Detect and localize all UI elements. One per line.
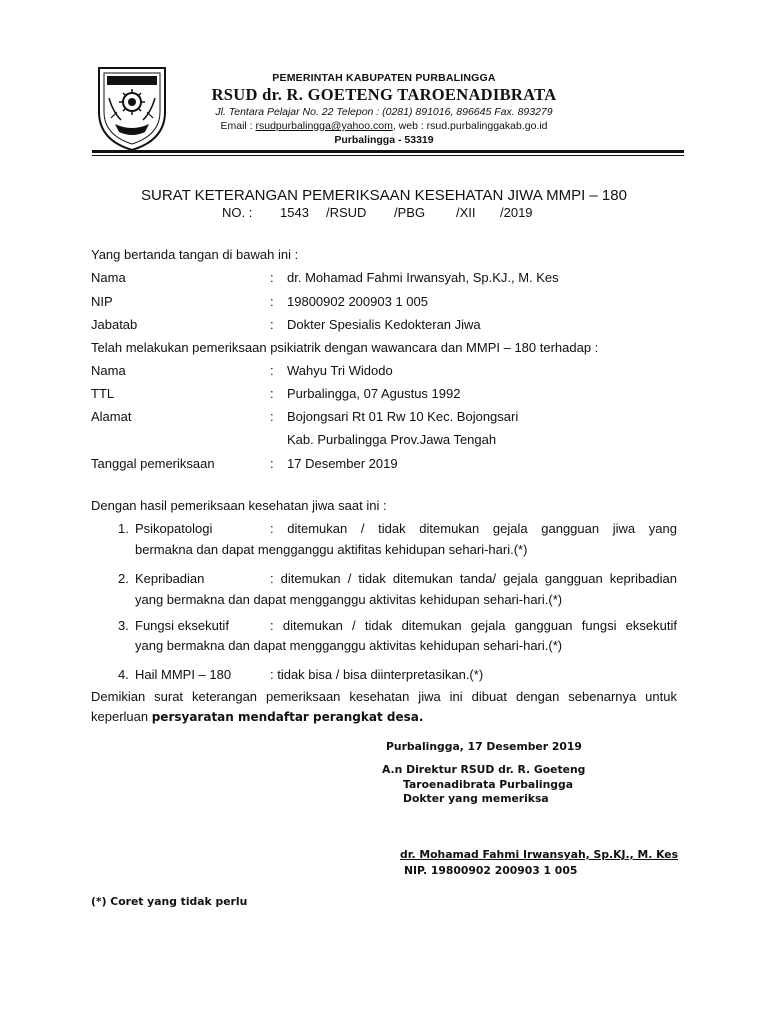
number-org: /RSUD [326, 205, 367, 220]
number-seq: 1543 [280, 205, 309, 220]
patient-birth-value: Purbalingga, 07 Agustus 1992 [287, 386, 461, 401]
number-month: /XII [456, 205, 476, 220]
exam-date-label: Tanggal pemeriksaan [91, 456, 215, 471]
result-personality-label: Kepribadian [135, 571, 205, 586]
result-psychopathology-value: : ditemukan / tidak ditemukan gejala gangguan jiwa yang [270, 521, 677, 536]
patient-name-value: Wahyu Tri Widodo [287, 363, 393, 378]
web-text: , web : rsud.purbalinggakab.go.id [392, 120, 548, 132]
email-link[interactable]: rsudpurbalingga@yahoo.com [255, 120, 393, 132]
result-personality-value: : ditemukan / tidak ditemukan tanda/ gejala gangguan kepribadian [270, 571, 677, 586]
result-executive-function-label: Fungsi eksekutif [135, 618, 229, 633]
signature-name: dr. Mohamad Fahmi Irwansyah, Sp.KJ., M. Kes [400, 848, 679, 861]
signer-name-label: Nama [91, 270, 126, 285]
signer-position-value: Dokter Spesialis Kedokteran Jiwa [287, 317, 481, 332]
patient-birth-label: TTL [91, 386, 115, 401]
result-mmpi-value: : tidak bisa / bisa diinterpretasikan.(*) [270, 667, 484, 682]
colon: : [270, 409, 274, 424]
patient-address-label: Alamat [91, 409, 132, 424]
patient-name-label: Nama [91, 363, 126, 378]
result-executive-function-cont: yang bermakna dan dapat mengganggu aktivitas kehidupan sehari-hari.(*) [135, 638, 563, 653]
signer-position-label: Jabatab [91, 317, 138, 332]
colon: : [270, 294, 274, 309]
signature-nip: NIP. 19800902 200903 1 005 [404, 864, 578, 877]
results-intro: Dengan hasil pemeriksaan kesehatan jiwa saat ini : [91, 498, 387, 513]
result-number: 1. [118, 521, 129, 536]
letterhead-divider-thick [92, 150, 684, 153]
letterhead-government: PEMERINTAH KABUPATEN PURBALINGGA [272, 72, 496, 84]
letterhead-city-postal: Purbalingga - 53319 [334, 134, 434, 146]
exam-statement: Telah melakukan pemeriksaan psikiatrik dengan wawancara dan MMPI – 180 terhadap : [91, 340, 599, 355]
intro-text: Yang bertanda tangan di bawah ini : [91, 247, 299, 262]
result-psychopathology-cont: bermakna dan dapat mengganggu aktifitas kehidupan sehari-hari.(*) [135, 542, 528, 557]
email-label: Email : [220, 120, 256, 132]
number-year: /2019 [500, 205, 533, 220]
patient-address-value: Bojongsari Rt 01 Rw 10 Kec. Bojongsari [287, 409, 519, 424]
result-personality-cont: yang bermakna dan dapat mengganggu aktivitas kehidupan sehari-hari.(*) [135, 592, 563, 607]
result-number: 2. [118, 571, 129, 586]
letterhead-address: Jl. Tentara Pelajar No. 22 Telepon : (0281) 891016, 896645 Fax. 893279 [215, 106, 553, 118]
signer-nip-value: 19800902 200903 1 005 [287, 294, 428, 309]
letterhead-contact [0, 120, 768, 132]
colon: : [270, 386, 274, 401]
result-number: 3. [118, 618, 129, 633]
letterhead-divider-thin [92, 155, 684, 156]
result-mmpi-label: Hail MMPI – 180 [135, 667, 232, 682]
signature-role: Dokter yang memeriksa [403, 792, 549, 805]
result-executive-function-value: : ditemukan / tidak ditemukan gejala gangguan fungsi eksekutif [270, 618, 677, 633]
signature-place-date: Purbalingga, 17 Desember 2019 [386, 740, 582, 753]
footnote: (*) Coret yang tidak perlu [91, 895, 248, 908]
colon: : [270, 456, 274, 471]
signature-on-behalf-1: A.n Direktur RSUD dr. R. Goeteng [382, 763, 586, 776]
colon: : [270, 317, 274, 332]
exam-date-value: 17 Desember 2019 [287, 456, 398, 471]
document-number [222, 205, 533, 220]
result-number: 4. [118, 667, 129, 682]
closing-purpose: persyaratan mendaftar perangkat desa. [151, 710, 424, 724]
closing-prefix: keperluan [91, 709, 152, 724]
patient-address-value-line2: Kab. Purbalingga Prov.Jawa Tengah [287, 432, 497, 447]
colon: : [270, 363, 274, 378]
signer-nip-label: NIP [91, 294, 113, 309]
signature-on-behalf-2: Taroenadibrata Purbalingga [403, 778, 574, 791]
document-title: SURAT KETERANGAN PEMERIKSAAN KESEHATAN JIWA MMPI – 180 [141, 187, 627, 204]
closing-line-1: Demikian surat keterangan pemeriksaan kesehatan jiwa ini dibuat dengan sebenarnya untuk [91, 689, 677, 704]
closing-line-2 [91, 709, 423, 724]
signer-name-value: dr. Mohamad Fahmi Irwansyah, Sp.KJ., M. Kes [287, 270, 559, 285]
number-label: NO. : [222, 205, 253, 220]
number-city: /PBG [394, 205, 426, 220]
colon: : [270, 270, 274, 285]
result-psychopathology-label: Psikopatologi [135, 521, 213, 536]
letterhead-hospital-name: RSUD dr. R. GOETENG TAROENADIBRATA [211, 85, 557, 104]
